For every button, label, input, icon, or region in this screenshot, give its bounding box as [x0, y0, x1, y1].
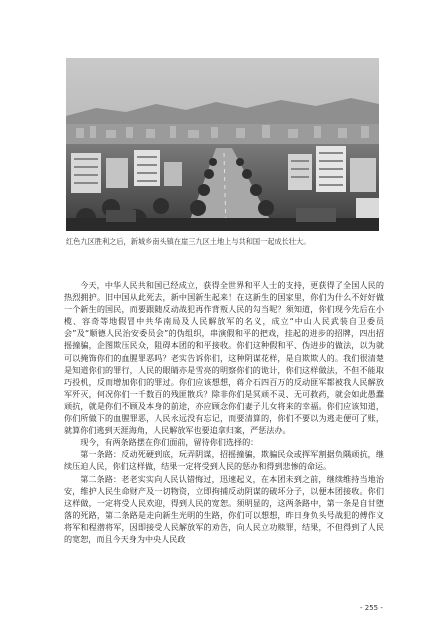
paragraph: 今天，中华人民共和国已经成立，获得全世界和平人士的支持，更获得了全国人民的热烈拥护。旧中国从此死去，新中国新生起来！在这新生的国家里，你们为什么不好好做一个新生的国民，而要跟随反动战犯再作背叛人民的勾当呢？须知道，你们现今先后在小榄、容奇等地假冒中共华南局及人民解放军的名义，成立“中山人民武装自卫委员会”及“顺德人民治安委员会”的伪组织，串演假和平的把戏，挂起的进步的招牌，四出招摇撞骗，企图欺压民众，阻碍本团的和平接收。你们这种假和平、伪进步的做法，以为就可以掩饰你们的血腥罪恶吗？老实告诉你们，这种阴谋花样，是自欺欺人的。我们很清楚是知道你们的罪行，人民的眼睛亦是雪亮的明察你们的诡计，你们这样做法，不但不能取巧投机，反而增加你们的罪过。你们应该想想，蒋介石四百万的反动匪军都被我人民解放军歼灭，何况你们一千数百的残匪散兵？除非你们是冥顽不灵、无可救药，就会如此愚蠢顽抗，就是你们不顾及本身的前途，亦应顾念你们妻子儿女将来的幸福。你们应该知道，你们所做下的血腥罪恶，人民永远没有忘记，而要清算的，你们不要以为逃走便可了账，就算你们逃到天涯海角，人民解放军也要追拿归案，严惩法办。: [64, 280, 384, 436]
page-number: - 255 -: [360, 604, 383, 612]
body-text: [64, 279, 384, 545]
paragraph: 第二条路：老老实实向人民认错悔过，迅速起义，在本团未到之前，继续维持当地治安，维护人民生命财产及一切物资，立即拘捕反动阴谋的破坏分子，以便本团接收。你们这样做，一定将受人民欢迎，得到人民的宽恕。须明显的，这两条路中，第一条是自甘堕落的死路，第二条路是走向新生光明的生路，你们可以想想，昨日身负头号战犯的傅作义将军和程潜将军，因即接受人民解放军的劝告，向人民立功赎罪，结果，不但得到了人民的宽恕，而且今天身为中央人民政: [64, 473, 384, 544]
paragraph: 现今，有两条路摆在你们面前，留待你们选择的：: [80, 437, 259, 448]
photo-caption: 红色九区胜利之后，新城乡南头镇在崖三九区土地上与共和国一起成长壮大。: [66, 237, 311, 246]
paragraph: 第一条路：反动死硬到底，玩弄阴谋，招摇撞骗，欺骗民众或挥军割据负隅顽抗，继续压迫人民，你们这样做，结果一定将受到人民的惩办和得到悲惨的命运。: [64, 449, 384, 472]
city-panorama-image: [66, 58, 379, 231]
city-panorama-photo: [66, 58, 379, 231]
